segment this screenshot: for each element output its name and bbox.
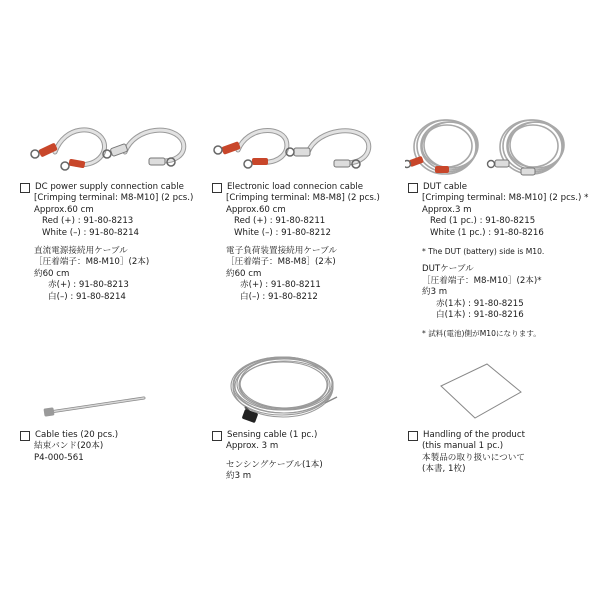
load-cable-red: Red (+) : 91-80-8211 <box>234 216 326 227</box>
load-cable-checkbox[interactable] <box>212 183 222 193</box>
dut-cable-jp-note: * 試料(電池)側がM10になります。 <box>422 329 541 339</box>
dc-cable-jp-red: 赤(+) : 91-80-8213 <box>48 280 129 291</box>
cable-ties-description <box>20 430 118 464</box>
dut-cable-white: White (1 pc.) : 91-80-8216 <box>430 227 544 238</box>
load-cable-jp-red: 赤(+) : 91-80-8211 <box>240 280 321 291</box>
sensing-cable-title: Sensing cable (1 pc.) <box>227 430 318 440</box>
manual-jp-sub: (本書, 1枚) <box>422 464 466 475</box>
manual-sheet-image <box>435 360 525 422</box>
manual-jp-title: 本製品の取り扱いについて <box>422 452 525 463</box>
load-cable-jp-title: 電子負荷装置接続用ケーブル <box>226 246 337 257</box>
dut-cable-description <box>408 182 588 340</box>
load-cable-approx: Approx.60 cm <box>226 204 286 215</box>
cable-ties-part: P4-000-561 <box>34 452 84 463</box>
dc-cable-image <box>25 120 205 180</box>
sensing-cable-jp-title: センシングケーブル(1本) <box>226 459 323 470</box>
sensing-cable-checkbox[interactable] <box>212 431 222 441</box>
sensing-cable-jp-approx: 約3 m <box>226 471 252 482</box>
sensing-cable-image <box>225 345 345 427</box>
sensing-cable-approx: Approx. 3 m <box>226 441 279 452</box>
dc-cable-jp-title: 直流電源接続用ケーブル <box>34 246 128 257</box>
cable-ties-jp-title: 結束バンド(20本) <box>34 441 104 452</box>
load-cable-title: Electronic load connecion cable <box>227 182 364 192</box>
dc-cable-red: Red (+) : 91-80-8213 <box>42 216 134 227</box>
load-cable-white: White (–) : 91-80-8212 <box>234 227 332 238</box>
sensing-cable-description <box>212 430 323 483</box>
load-cable-jp-approx: 約60 cm <box>226 268 262 279</box>
dc-cable-jp-crimp: ［圧着端子：M8-M10］(2本) <box>34 257 150 268</box>
manual-sub: (this manual 1 pc.) <box>422 441 504 452</box>
cable-tie-image <box>40 392 150 420</box>
dc-cable-white: White (–) : 91-80-8214 <box>42 227 140 238</box>
manual-description <box>408 430 525 476</box>
load-cable-crimp: [Crimping terminal: M8-M8] (2 pcs.) <box>226 193 380 204</box>
load-cable-jp-crimp: ［圧着端子：M8-M8］(2本) <box>226 257 336 268</box>
load-cable-jp-white: 白(–) : 91-80-8212 <box>240 291 318 302</box>
dc-cable-jp-approx: 約60 cm <box>34 268 70 279</box>
dut-cable-note: * The DUT (battery) side is M10. <box>422 247 545 257</box>
manual-checkbox[interactable] <box>408 431 418 441</box>
load-cable-description <box>212 182 380 303</box>
dut-cable-title: DUT cable <box>423 182 468 192</box>
dut-cable-jp-white: 白(1本) : 91-80-8216 <box>436 310 524 321</box>
dut-cable-image <box>405 110 585 182</box>
dc-cable-title: DC power supply connection cable <box>35 182 184 192</box>
dut-cable-red: Red (1 pc.) : 91-80-8215 <box>430 216 536 227</box>
manual-title: Handling of the product <box>423 430 525 440</box>
dut-cable-jp-approx: 約3 m <box>422 287 448 298</box>
dut-cable-crimp: [Crimping terminal: M8-M10] (2 pcs.) * <box>422 193 589 204</box>
cable-ties-title: Cable ties (20 pcs.) <box>35 430 119 440</box>
dc-cable-approx: Approx.60 cm <box>34 204 94 215</box>
cable-ties-checkbox[interactable] <box>20 431 30 441</box>
dc-cable-checkbox[interactable] <box>20 183 30 193</box>
dut-cable-checkbox[interactable] <box>408 183 418 193</box>
dc-cable-description <box>20 182 193 303</box>
dut-cable-jp-red: 赤(1本) : 91-80-8215 <box>436 298 524 309</box>
dut-cable-jp-crimp: ［圧着端子：M8-M10］(2本)* <box>422 275 542 286</box>
dut-cable-jp-title: DUTケーブル <box>422 264 474 275</box>
dc-cable-crimp: [Crimping terminal: M8-M10] (2 pcs.) <box>34 193 194 204</box>
dc-cable-jp-white: 白(–) : 91-80-8214 <box>48 291 126 302</box>
load-cable-image <box>210 120 390 180</box>
dut-cable-approx: Approx.3 m <box>422 204 472 215</box>
